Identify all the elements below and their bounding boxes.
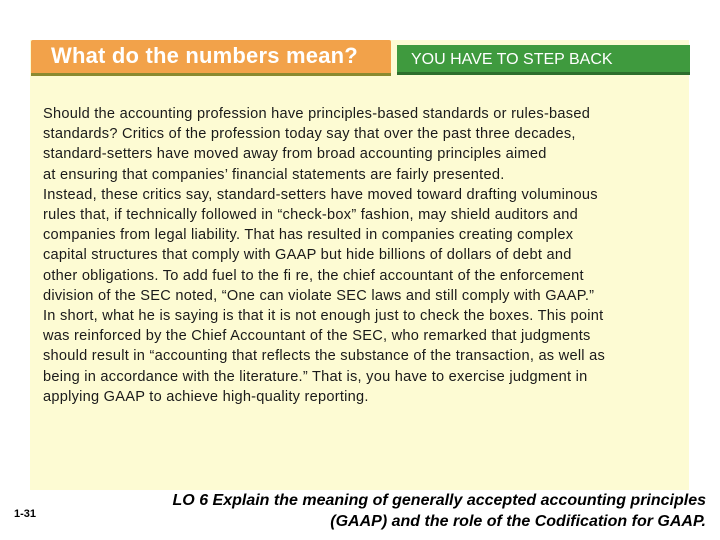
body-line: should result in “accounting that reflects the substance of the transaction, as well as	[43, 348, 606, 365]
header-title-tab	[31, 40, 391, 76]
body-line: other obligations. To add fuel to the fi re, the chief accountant of the enforcement	[43, 267, 584, 284]
learning-objective-line: (GAAP) and the role of the Codification for GAAP.	[330, 513, 706, 530]
body-paragraph	[43, 104, 683, 407]
body-line: rules that, if technically followed in “check-box” fashion, may shield auditors and	[43, 207, 579, 224]
body-line: standards? Critics of the profession today say that over the past three decades,	[43, 126, 576, 143]
body-line: In short, what he is saying is that it is not enough just to check the boxes. This point	[43, 308, 604, 325]
section-label-tab	[397, 45, 690, 75]
body-line: Should the accounting profession have principles-based standards or rules-based	[43, 106, 591, 122]
page-title: What do the numbers mean?	[51, 43, 358, 68]
body-line: division of the SEC noted, “One can violate SEC laws and still comply with GAAP.”	[43, 287, 595, 304]
learning-objective-line: LO 6 Explain the meaning of generally accepted accounting principles	[172, 492, 706, 509]
body-line: Instead, these critics say, standard-setters have moved toward drafting voluminous	[43, 186, 598, 203]
learning-objective	[146, 490, 706, 532]
body-line: companies from legal liability. That has resulted in companies creating complex	[43, 227, 574, 244]
body-line: was reinforced by the Chief Accountant of the SEC, who remarked that judgments	[43, 328, 591, 345]
body-line: at ensuring that companies’ financial statements are fairly presented.	[43, 166, 505, 183]
section-label: YOU HAVE TO STEP BACK	[411, 51, 613, 68]
body-line: applying GAAP to achieve high-quality reporting.	[43, 388, 369, 405]
slide-number: 1-31	[14, 508, 37, 520]
body-line: standard-setters have moved away from broad accounting principles aimed	[43, 146, 547, 163]
body-line: being in accordance with the literature.” That is, you have to exercise judgment in	[43, 368, 588, 385]
body-line: capital structures that comply with GAAP but hide billions of dollars of debt and	[43, 247, 572, 264]
